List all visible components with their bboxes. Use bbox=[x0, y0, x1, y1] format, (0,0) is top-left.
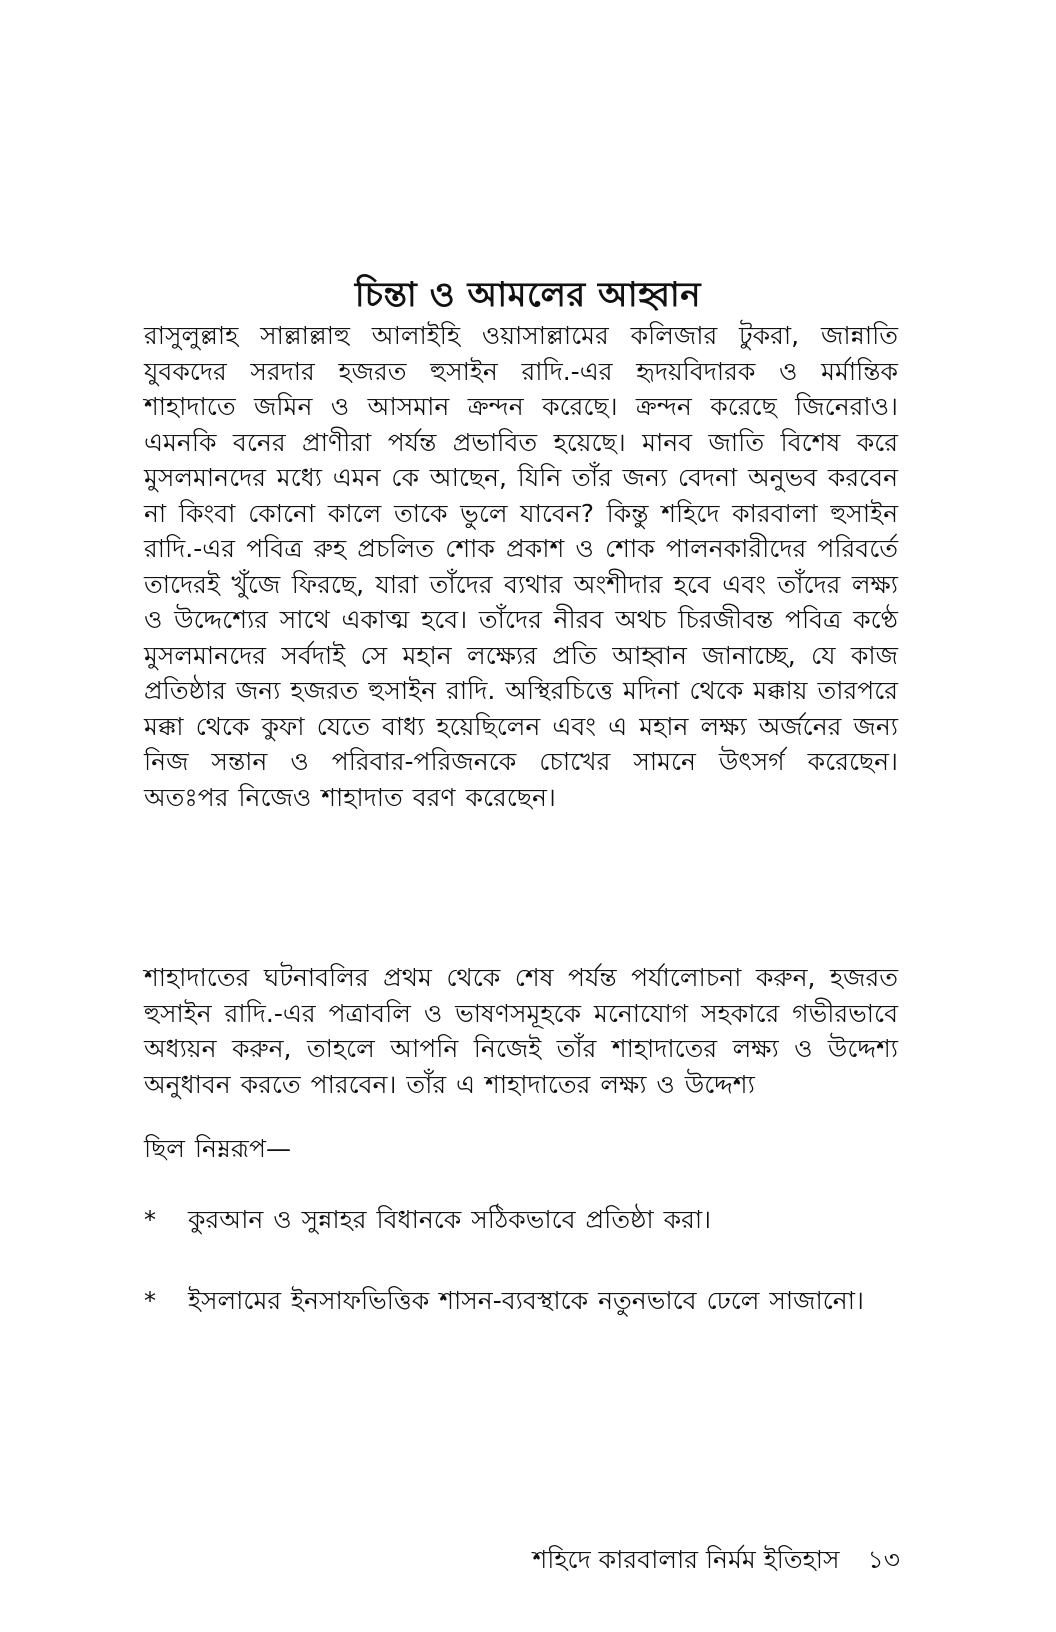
page-number: ১৩ bbox=[867, 1545, 900, 1574]
paragraph-1: রাসুলুল্লাহ সাল্লাল্লাহু আলাইহি ওয়াসাল্লামের কলিজার টুকরা, জান্নাতি যুবকদের সরদার হজরত হুসাইন রাদি.-এর হৃদয়বিদারক ও মর্মান্তিক শাহাদাতে জমিন ও আসমান ক্রন্দন করেছে। ক্রন্দন করেছে জিনেরাও। এমনকি বনের প্রাণীরা পর্যন্ত প্রভাবিত হয়েছে। মানব জাতি বিশেষ করে মুসলমানদের মধ্যে এমন কে আছেন, যিনি তাঁর জন্য বেদনা অনুভব করবেন না কিংবা কোনো কালে তাকে ভুলে যাবেন? কিন্তু শহিদে কারবালা হুসাইন রাদি.-এর পবিত্র রুহ প্রচলিত শোক প্রকাশ ও শোক পালনকারীদের পরিবর্তে তাদেরই খুঁজে ফিরছে, যারা তাঁদের ব্যথার অংশীদার হবে এবং তাঁদের লক্ষ্য ও উদ্দেশ্যের সাথে একাত্ম হবে। তাঁদের নীরব অথচ চিরজীবন্ত পবিত্র কণ্ঠে মুসলমানদের সর্বদাই সে মহান লক্ষ্যের প্রতি আহ্বান জানাচ্ছে, যে কাজ প্রতিষ্ঠার জন্য হজরত হুসাইন রাদি. অস্থিরচিত্তে মদিনা থেকে মক্কায় তারপরে মক্কা থেকে কুফা যেতে বাধ্য হয়েছিলেন এবং এ মহান লক্ষ্য অর্জনের জন্য নিজ সন্তান ও পরিবার-পরিজনকে চোখের সামনে উৎসর্গ করেছেন। অতঃপর নিজেও শাহাদাত বরণ করেছেন। bbox=[144, 321, 898, 812]
page-footer bbox=[532, 1544, 900, 1576]
running-book-title: শহিদে কারবালার নির্মম ইতিহাস bbox=[532, 1545, 840, 1574]
list-item-text: কুরআন ও সুন্নাহর বিধানকে সঠিকভাবে প্রতিষ্ঠা করা। bbox=[188, 1205, 712, 1234]
paragraph-3: ছিল নিম্নরূপ— bbox=[144, 1134, 291, 1163]
bullet-asterisk: * bbox=[144, 1206, 156, 1234]
bullet-asterisk: * bbox=[144, 1287, 156, 1315]
list-item-text: ইসলামের ইনসাফভিত্তিক শাসন-ব্যবস্থাকে নতুনভাবে ঢেলে সাজানো। bbox=[188, 1286, 864, 1315]
chapter-title: চিন্তা ও আমলের আহ্বান bbox=[354, 274, 702, 315]
paragraph-2: শাহাদাতের ঘটনাবলির প্রথম থেকে শেষ পর্যন্ত পর্যালোচনা করুন, হজরত হুসাইন রাদি.-এর পত্রাবলি ও ভাষণসমূহকে মনোযোগ সহকারে গভীরভাবে অধ্যয়ন করুন, তাহলে আপনি নিজেই তাঁর শাহাদাতের লক্ষ্য ও উদ্দেশ্য অনুধাবন করতে পারবেন। তাঁর এ শাহাদাতের লক্ষ্য ও উদ্দেশ্য bbox=[144, 963, 898, 1099]
